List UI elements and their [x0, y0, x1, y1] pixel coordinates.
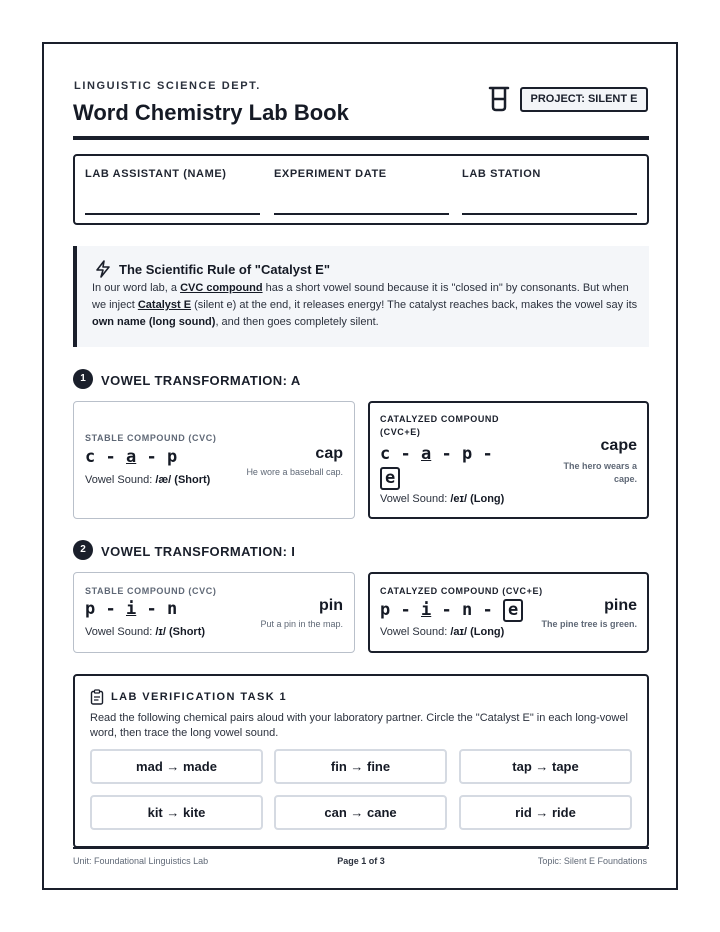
example-sentence: He wore a baseball cap. [246, 467, 343, 477]
word-pair[interactable]: tap → tape [459, 749, 632, 784]
footer-topic: Topic: Silent E Foundations [537, 856, 647, 866]
sentence-line: The hero wears a [563, 461, 637, 471]
letter: c [85, 447, 96, 467]
catalyzed-compound-card [368, 572, 649, 653]
beaker-icon [488, 86, 510, 112]
lightning-icon [94, 260, 112, 278]
letter-sequence [85, 447, 177, 467]
catalyst-e-letter: e [380, 467, 400, 490]
vowel-sound-value: /æ/ (Short) [155, 474, 211, 486]
vowel-letter: a [126, 447, 137, 467]
page-number: Page 1 of 3 [337, 856, 385, 866]
vowel-sound-label: Vowel Sound: [380, 626, 451, 638]
separator: - [482, 444, 493, 464]
lab-assistant-line[interactable] [85, 213, 260, 215]
vowel-letter: i [421, 600, 432, 620]
vowel-sound-value: /aɪ/ (Long) [450, 626, 505, 638]
clipboard-icon [90, 689, 104, 705]
footer-divider [73, 847, 649, 849]
vowel-sound-value: /eɪ/ (Long) [450, 493, 505, 505]
compound-word: pin [319, 597, 343, 614]
project-badge: PROJECT: SILENT E [520, 87, 648, 112]
rule-title: The Scientific Rule of "Catalyst E" [119, 262, 330, 277]
stable-compound-card [73, 572, 355, 653]
vowel-letter: i [126, 599, 137, 619]
compound-label: STABLE COMPOUND (CVC) [85, 586, 217, 596]
vowel-sound-label: Vowel Sound: [85, 474, 156, 486]
compound-word: cape [600, 437, 637, 454]
separator: - [441, 600, 452, 620]
page-title: Word Chemistry Lab Book [73, 100, 349, 125]
example-sentence: The pine tree is green. [541, 619, 637, 629]
separator: - [146, 447, 157, 467]
compound-label: STABLE COMPOUND (CVC) [85, 433, 217, 443]
example-sentence [563, 460, 637, 486]
lab-book-page [42, 42, 678, 890]
compound-label [380, 413, 499, 439]
separator: - [146, 599, 157, 619]
stable-compound-card [73, 401, 355, 519]
section-title: VOWEL TRANSFORMATION: A [101, 373, 301, 388]
vowel-sound-value: /ɪ/ (Short) [155, 626, 206, 638]
letter: p [167, 447, 178, 467]
rule-callout [73, 246, 649, 347]
letter-sequence [380, 442, 493, 490]
separator: - [400, 444, 411, 464]
letter-sequence [380, 599, 523, 622]
word-pair[interactable]: mad → made [90, 749, 263, 784]
letter: p [85, 599, 96, 619]
lab-assistant-field[interactable] [85, 168, 260, 180]
experiment-date-field[interactable] [274, 168, 449, 180]
verification-task-box [73, 674, 649, 848]
separator: - [441, 444, 452, 464]
word-pair[interactable]: kit → kite [90, 795, 263, 830]
word-pair[interactable]: can → cane [274, 795, 447, 830]
experiment-date-label: EXPERIMENT DATE [274, 168, 387, 180]
lab-info-box [73, 154, 649, 225]
section-title: VOWEL TRANSFORMATION: I [101, 544, 296, 559]
separator: - [400, 600, 411, 620]
experiment-date-line[interactable] [274, 213, 449, 215]
lab-station-line[interactable] [462, 213, 637, 215]
vowel-sound [85, 474, 210, 486]
letter: n [462, 600, 473, 620]
task-title: LAB VERIFICATION TASK 1 [111, 691, 288, 703]
long-sound-term: own name (long sound) [92, 316, 216, 328]
compound-label-line: CATALYZED COMPOUND [380, 414, 500, 424]
rule-text-part: , and then goes completely silent. [215, 316, 379, 328]
letter: c [380, 444, 391, 464]
separator: - [105, 599, 116, 619]
sentence-line: cape. [613, 474, 637, 484]
word-pair[interactable]: rid → ride [459, 795, 632, 830]
rule-text-part: In our word lab, a [92, 282, 181, 294]
compound-label-line: (CVC+E) [380, 427, 421, 437]
vowel-sound [380, 493, 504, 505]
rule-text-part: has a short vowel sound because it is "closed in" by consonants. But when we inject [92, 282, 629, 311]
catalyst-e-term: Catalyst E [137, 299, 192, 311]
compound-word: cap [315, 445, 343, 462]
vowel-sound-label: Vowel Sound: [380, 493, 451, 505]
lab-assistant-label: LAB ASSISTANT (NAME) [85, 168, 227, 180]
letter: p [380, 600, 391, 620]
letter: n [167, 599, 178, 619]
department-label: LINGUISTIC SCIENCE DEPT. [74, 80, 261, 92]
vowel-sound [85, 626, 205, 638]
header-divider [73, 136, 649, 140]
rule-text [92, 280, 642, 331]
separator: - [482, 600, 493, 620]
letter-sequence [85, 599, 177, 619]
vowel-letter: a [421, 444, 432, 464]
footer-unit: Unit: Foundational Linguistics Lab [73, 856, 209, 866]
separator: - [105, 447, 116, 467]
letter: p [462, 444, 473, 464]
section-number: 2 [73, 540, 93, 560]
lab-station-field[interactable] [462, 168, 637, 180]
vowel-sound [380, 626, 504, 638]
compound-label: CATALYZED COMPOUND (CVC+E) [380, 586, 543, 596]
example-sentence: Put a pin in the map. [260, 619, 343, 629]
task-instructions: Read the following chemical pairs aloud with your laboratory partner. Circle the "Catalyst E" in each long-vowel word, then trace the long vowel sound. [90, 712, 628, 739]
compound-word: pine [604, 597, 637, 614]
rule-text-part: (silent e) at the end, it releases energy! The catalyst reaches back, makes the vowel say its [191, 299, 638, 311]
word-pair[interactable]: fin → fine [274, 749, 447, 784]
section-number: 1 [73, 369, 93, 389]
vowel-sound-label: Vowel Sound: [85, 626, 156, 638]
catalyzed-compound-card [368, 401, 649, 519]
cvc-compound-term: CVC compound [180, 282, 263, 294]
lab-station-label: LAB STATION [462, 168, 541, 180]
catalyst-e-letter: e [503, 599, 523, 622]
